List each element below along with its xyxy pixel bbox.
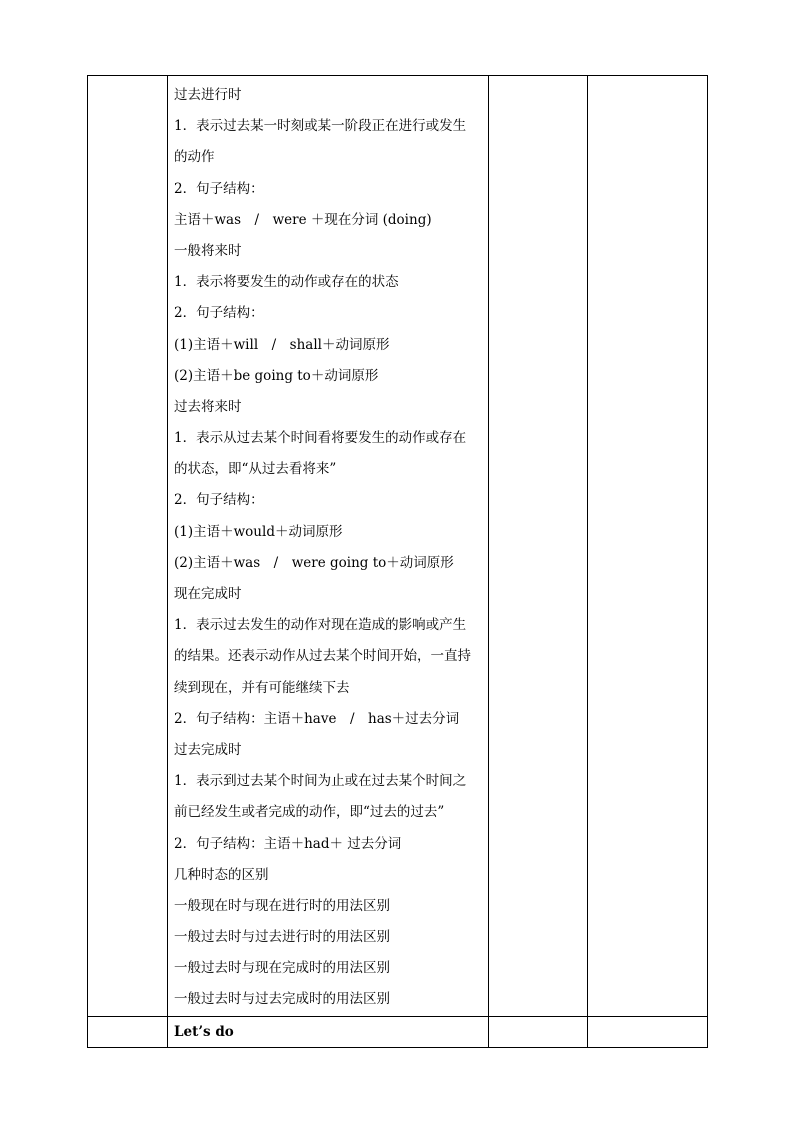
activity-cell [489, 76, 588, 1017]
content-row [88, 76, 708, 1017]
content-lines [168, 76, 488, 1016]
content-line: (1)主语＋will / shall＋动词原形 [174, 336, 390, 353]
content-cell [168, 76, 489, 1017]
lesson-table [87, 75, 708, 1048]
content-line: 续到现在，并有可能继续下去 [174, 679, 350, 696]
content-line: 一般将来时 [174, 242, 242, 259]
content-line: (2)主语＋be going to＋动词原形 [174, 367, 379, 384]
content-line: 1．表示将要发生的动作或存在的状态 [174, 274, 399, 291]
purpose-cell-2 [588, 1016, 708, 1047]
content-line: 1．表示到过去某个时间为止或在过去某个时间之 [174, 773, 467, 790]
content-line: 过去完成时 [174, 741, 242, 758]
content-line: 一般过去时与现在完成时的用法区别 [174, 960, 390, 977]
lets-do-cell [168, 1016, 489, 1047]
content-line: (2)主语＋was / were going to＋动词原形 [174, 554, 454, 571]
content-line: 几种时态的区别 [174, 866, 269, 883]
stage-cell [88, 76, 168, 1017]
purpose-cell [588, 76, 708, 1017]
content-line: 一般现在时与现在进行时的用法区别 [174, 897, 390, 914]
content-line: 1．表示从过去某个时间看将要发生的动作或存在 [174, 430, 467, 447]
activity-row [88, 1016, 708, 1047]
content-line: 主语＋was / were ＋现在分词 (doing) [174, 211, 432, 228]
lets-do-label: Let’s do [174, 1023, 234, 1040]
content-line: 过去将来时 [174, 398, 242, 415]
content-line: 2．句子结构： [174, 305, 264, 322]
content-line: 2．句子结构： [174, 180, 264, 197]
content-line: 2．句子结构：主语＋had＋ 过去分词 [174, 835, 402, 852]
content-line: 2．句子结构：主语＋have / has＋过去分词 [174, 710, 460, 727]
content-line: 现在完成时 [174, 586, 242, 602]
content-line: 的结果。还表示动作从过去某个时间开始，一直持 [174, 648, 471, 665]
content-line: 的状态，即“从过去看将来” [174, 461, 337, 478]
stage-cell-2 [88, 1016, 168, 1047]
activity-cell-2 [489, 1016, 588, 1047]
content-line: 2．句子结构： [174, 492, 264, 509]
content-line: 1．表示过去某一时刻或某一阶段正在进行或发生 [174, 118, 467, 135]
content-line: 的动作 [174, 149, 215, 166]
content-line: (1)主语＋would＋动词原形 [174, 523, 343, 540]
content-line: 1．表示过去发生的动作对现在造成的影响或产生 [174, 617, 467, 634]
content-line: 一般过去时与过去完成时的用法区别 [174, 991, 390, 1008]
content-line: 前已经发生或者完成的动作，即“过去的过去” [174, 804, 445, 821]
content-line: 过去进行时 [174, 87, 242, 103]
content-line: 一般过去时与过去进行时的用法区别 [174, 929, 390, 946]
